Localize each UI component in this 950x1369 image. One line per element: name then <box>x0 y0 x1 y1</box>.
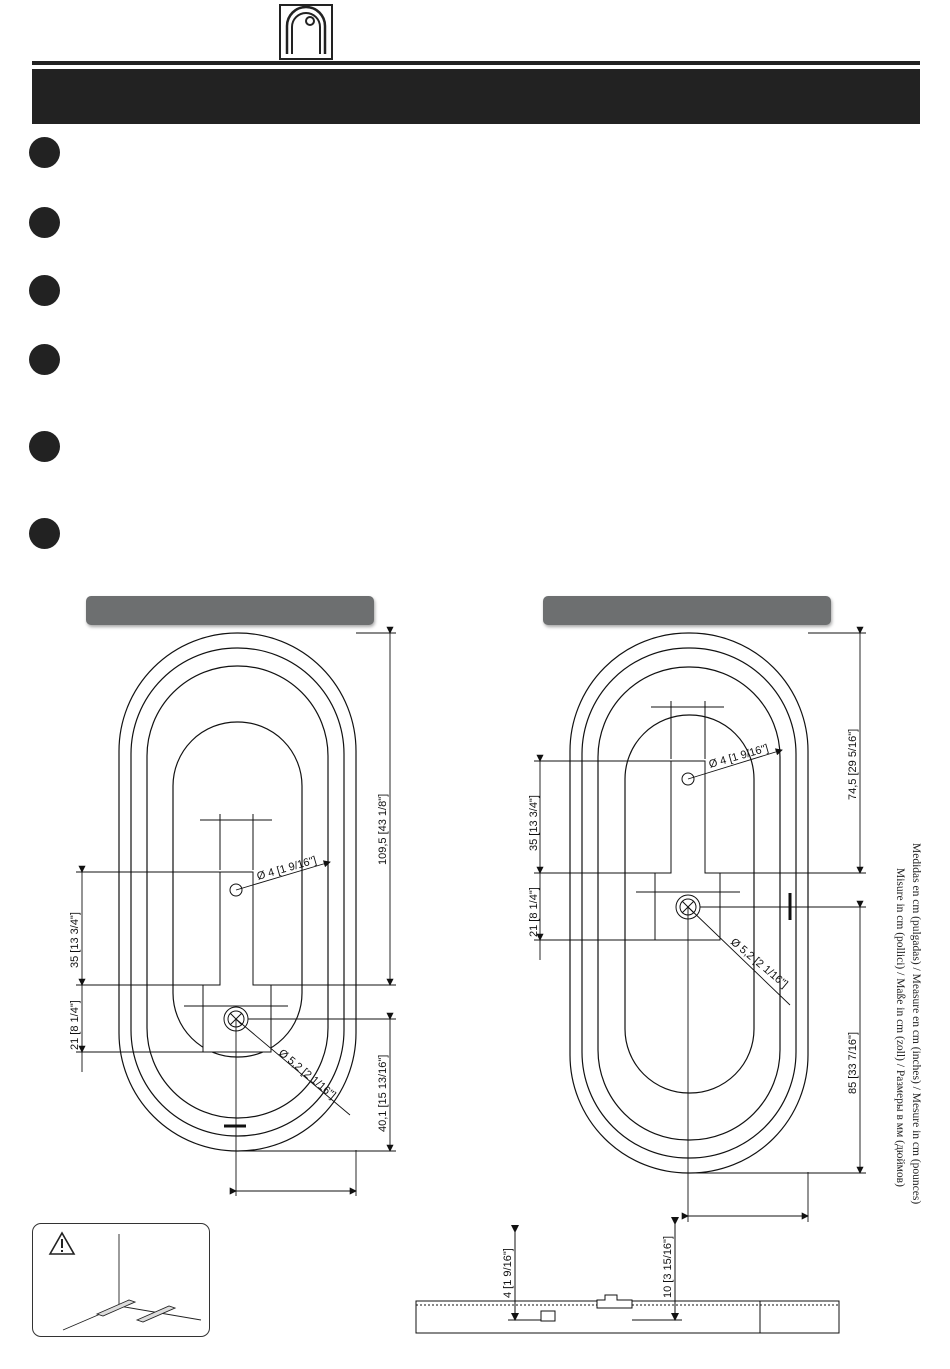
right-dim-85-label: 85 [33 7/16"] <box>847 1031 859 1094</box>
left-dim-35-label: 35 [13 3/4"] <box>69 912 81 968</box>
units-note-line2: Misure in cm (pollici) / Maße in cm (zoll) / Размеры в мм (дюймов) <box>894 868 906 1187</box>
left-dim-21-label: 21 [8 1/4"] <box>69 1000 81 1050</box>
right-dim-21-label: 21 [8 1/4"] <box>528 887 540 937</box>
right-dim-74-label: 74,5 [29 5/16"] <box>847 728 859 800</box>
support-beams-illustration <box>33 1224 210 1337</box>
left-dim-40-label: 40,1 [15 13/16"] <box>377 1054 389 1132</box>
section-dim-4-label: 4 [1 9/16"] <box>502 1248 514 1298</box>
units-note-line1: Medidas en cm (pulgadas) / Measure en cm (inches) / Mesure in cm (pounces) <box>910 843 922 1205</box>
section-view <box>416 1224 839 1333</box>
left-hole-small-label: Ø 4 [1 9/16"] <box>255 854 318 883</box>
left-dim-total-label: 109,5 [43 1/8"] <box>377 793 389 865</box>
right-dim-35-label: 35 [13 3/4"] <box>528 795 540 851</box>
right-hole-small-label: Ø 4 [1 9/16"] <box>707 742 770 771</box>
warning-box <box>32 1223 210 1337</box>
left-hole-drain-label: Ø 5,2 [2 1/16"] <box>276 1047 338 1102</box>
section-dim-10-label: 10 [3 15/16"] <box>662 1235 674 1298</box>
right-hole-drain-label: Ø 5,2 [2 1/16"] <box>728 936 790 991</box>
right-outlet-zone <box>636 701 790 940</box>
warning-triangle-icon <box>50 1233 74 1254</box>
